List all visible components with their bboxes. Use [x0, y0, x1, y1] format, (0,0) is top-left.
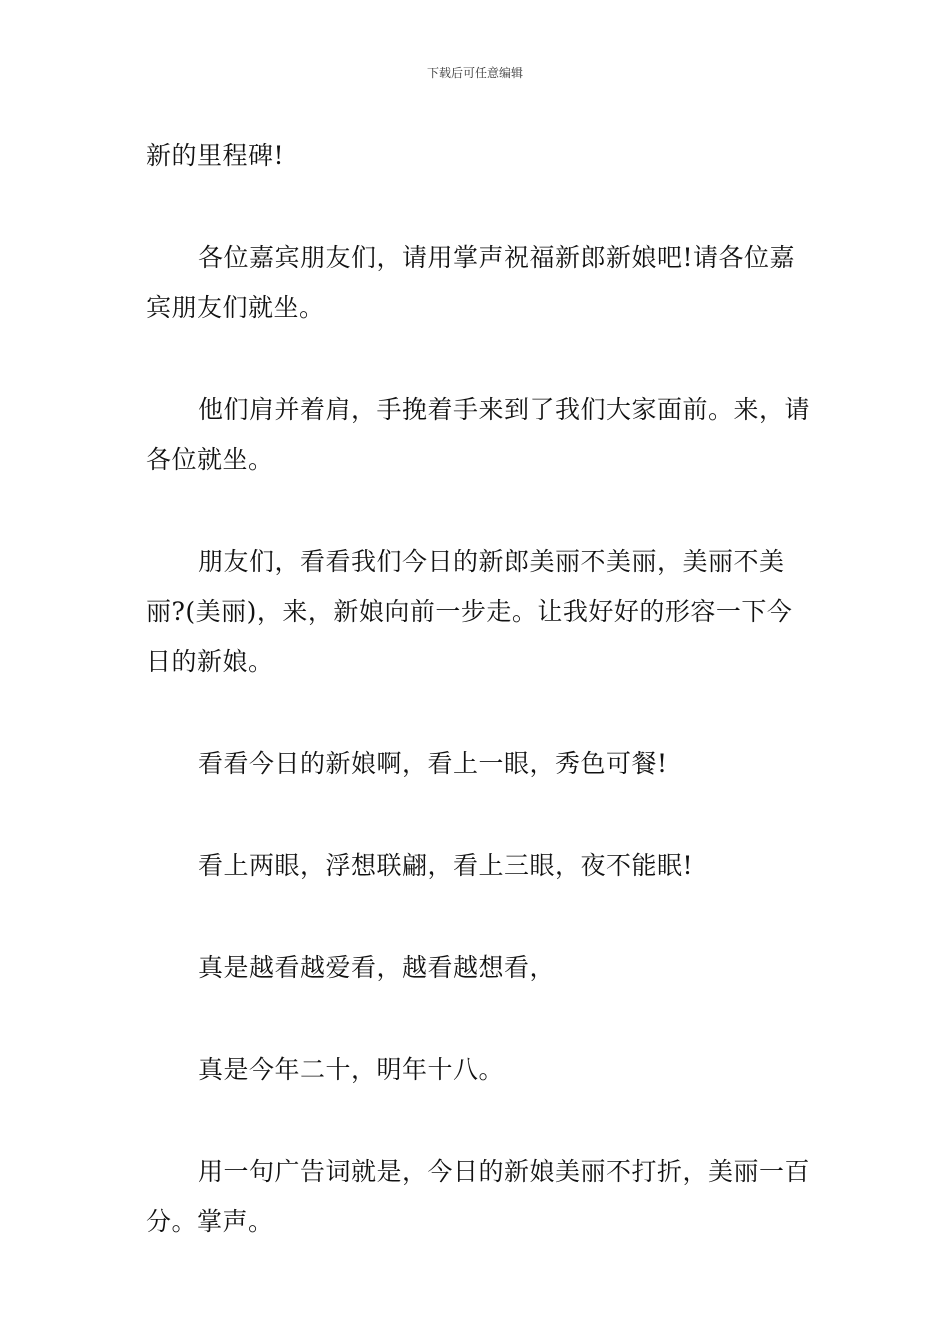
paragraph-9: 用一句广告词就是，今日的新娘美丽不打折，美丽一百分。掌声。 [146, 1157, 811, 1236]
paragraph-7: 真是越看越爱看，越看越想看， [198, 953, 556, 982]
paragraph-1: 新的里程碑! [146, 141, 285, 170]
paragraph-6: 看上两眼，浮想联翩，看上三眼，夜不能眠! [198, 851, 694, 880]
paragraph-2: 各位嘉宾朋友们，请用掌声祝福新郎新娘吧!请各位嘉宾朋友们就坐。 [146, 243, 796, 322]
paragraph-3: 他们肩并着肩，手挽着手来到了我们大家面前。来，请各位就坐。 [146, 395, 811, 474]
paragraph-8: 真是今年二十，明年十八。 [198, 1055, 505, 1084]
paragraph-4: 朋友们，看看我们今日的新郎美丽不美丽，美丽不美丽?(美丽)，来，新娘向前一步走。让我好好的形容一下今日的新娘。 [146, 547, 793, 676]
paragraph-5: 看看今日的新娘啊，看上一眼，秀色可餐! [198, 749, 668, 778]
page-header: 下载后可任意编辑 [426, 66, 523, 80]
document-body [146, 131, 811, 1299]
